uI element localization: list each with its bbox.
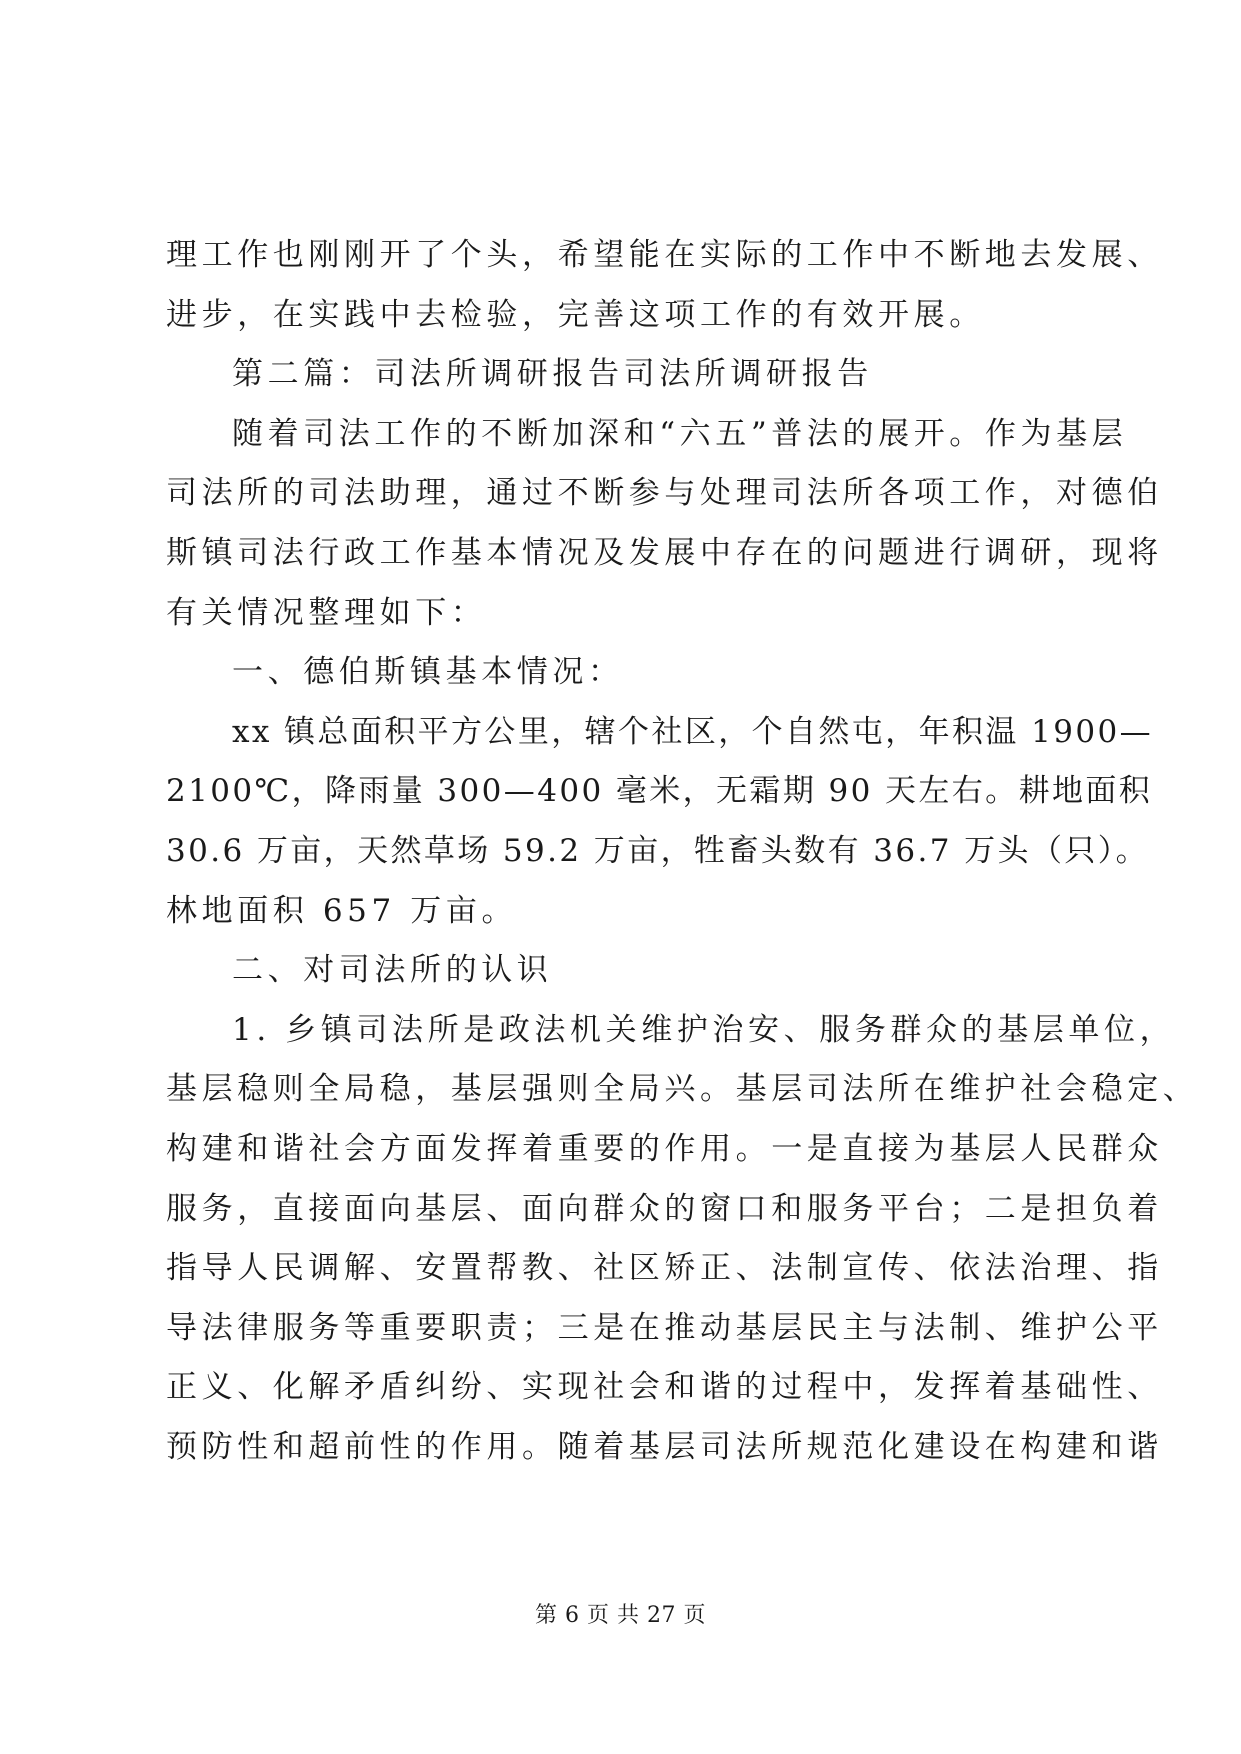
text-line: 有关情况整理如下： bbox=[166, 594, 487, 631]
text-line: 进步，在实践中去检验，完善这项工作的有效开展。 bbox=[166, 296, 985, 333]
section-heading: 二、对司法所的认识 bbox=[232, 952, 553, 989]
text-line: 基层稳则全局稳，基层强则全局兴。基层司法所在维护社会稳定、 bbox=[166, 1071, 1199, 1108]
text-line: 1. 乡镇司法所是政法机关维护治安、服务群众的基层单位， bbox=[232, 1011, 1176, 1048]
text-line: 2100℃，降雨量 300—400 毫米，无霜期 90 天左右。耕地面积 bbox=[166, 773, 1153, 810]
section-heading: 一、德伯斯镇基本情况： bbox=[232, 654, 624, 691]
text-line: 司法所的司法助理，通过不断参与处理司法所各项工作，对德伯 bbox=[166, 475, 1163, 512]
text-line: 30.6 万亩，天然草场 59.2 万亩，牲畜头数有 36.7 万头（只）。 bbox=[166, 832, 1150, 869]
text-line: 预防性和超前性的作用。随着基层司法所规范化建设在构建和谐 bbox=[166, 1428, 1163, 1465]
text-line: 构建和谐社会方面发挥着重要的作用。一是直接为基层人民群众 bbox=[166, 1130, 1163, 1167]
text-line: 林地面积 657 万亩。 bbox=[166, 892, 518, 929]
text-line: 导法律服务等重要职责；三是在推动基层民主与法制、维护公平 bbox=[166, 1309, 1163, 1346]
text-line: 正义、化解矛盾纠纷、实现社会和谐的过程中，发挥着基础性、 bbox=[166, 1369, 1163, 1406]
text-line: xx 镇总面积平方公里，辖个社区，个自然屯，年积温 1900— bbox=[232, 713, 1153, 750]
text-line: 服务，直接面向基层、面向群众的窗口和服务平台；二是担负着 bbox=[166, 1190, 1163, 1227]
text-line: 斯镇司法行政工作基本情况及发展中存在的问题进行调研，现将 bbox=[166, 534, 1163, 571]
text-line: 理工作也刚刚开了个头，希望能在实际的工作中不断地去发展、 bbox=[166, 237, 1163, 273]
text-line: 随着司法工作的不断加深和“六五”普法的展开。作为基层 bbox=[232, 415, 1128, 452]
document-body bbox=[166, 226, 1199, 1477]
text-line: 指导人民调解、安置帮教、社区矫正、法制宣传、依法治理、指 bbox=[166, 1250, 1163, 1287]
page-footer: 第 6 页 共 27 页 bbox=[535, 1603, 706, 1628]
section-heading: 第二篇：司法所调研报告司法所调研报告 bbox=[232, 356, 873, 393]
